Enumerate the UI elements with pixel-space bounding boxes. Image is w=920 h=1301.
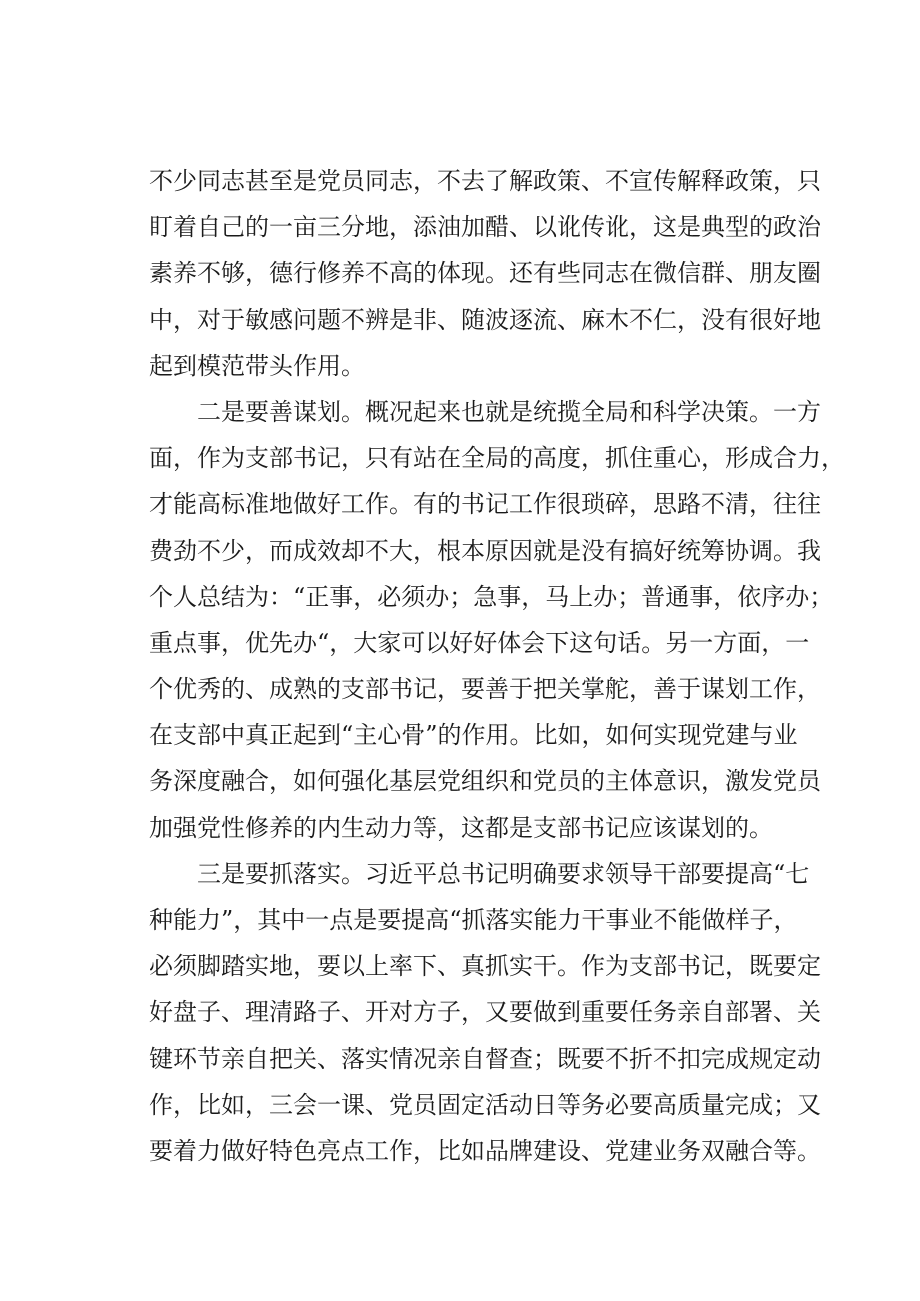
text-line: 重点事，优先办“，大家可以好好体会下这句话。另一方面，一 bbox=[149, 628, 810, 657]
paragraph-2 bbox=[149, 389, 845, 851]
text-line: 起到模范带头作用。 bbox=[149, 351, 365, 380]
text-line: 才能高标准地做好工作。有的书记工作很琐碎，思路不清，往往 bbox=[149, 490, 821, 519]
text-line: 不少同志甚至是党员同志，不去了解政策、不宣传解释政策，只 bbox=[149, 167, 821, 195]
text-line: 好盘子、理清路子、开对方子，又要做到重要任务亲自部署、关 bbox=[149, 998, 821, 1027]
text-line: 中，对于敏感问题不辨是非、随波逐流、麻木不仁，没有很好地 bbox=[149, 305, 821, 334]
paragraph-1 bbox=[149, 158, 821, 389]
text-line: 个人总结为：“正事，必须办；急事，马上办；普通事，依序办； bbox=[149, 582, 834, 611]
text-line: 必须脚踏实地，要以上率下、真抓实干。作为支部书记，既要定 bbox=[149, 952, 821, 981]
text-line: 键环节亲自把关、落实情况亲自督查；既要不折不扣完成规定动 bbox=[149, 1044, 821, 1073]
text-line: 要着力做好特色亮点工作，比如品牌建设、党建业务双融合等。 bbox=[149, 1136, 821, 1165]
paragraph-3 bbox=[149, 851, 821, 1174]
text-line: 务深度融合，如何强化基层党组织和党员的主体意识，激发党员 bbox=[149, 767, 821, 796]
text-line: 个优秀的、成熟的支部书记，要善于把关掌舵，善于谋划工作， bbox=[149, 675, 821, 704]
text-line: 加强党性修养的内生动力等，这都是支部书记应该谋划的。 bbox=[149, 813, 773, 842]
text-line: 作，比如，三会一课、党员固定活动日等务必要高质量完成；又 bbox=[149, 1090, 821, 1119]
text-line: 在支部中真正起到“主心骨”的作用。比如，如何实现党建与业 bbox=[149, 721, 798, 750]
text-line: 三是要抓落实。习近平总书记明确要求领导干部要提高“七 bbox=[197, 859, 810, 888]
text-line: 种能力”，其中一点是要提高“抓落实能力干事业不能做样子， bbox=[149, 906, 798, 934]
text-line: 面，作为支部书记，只有站在全局的高度，抓住重心，形成合力， bbox=[149, 444, 845, 473]
text-line: 费劲不少，而成效却不大，根本原因就是没有搞好统筹协调。我 bbox=[149, 536, 821, 565]
text-line: 素养不够，德行修养不高的体现。还有些同志在微信群、朋友圈 bbox=[149, 259, 821, 288]
text-line: 盯着自己的一亩三分地，添油加醋、以讹传讹，这是典型的政治 bbox=[149, 213, 821, 242]
text-line: 二是要善谋划。概况起来也就是统揽全局和科学决策。一方 bbox=[197, 397, 821, 426]
document-body bbox=[149, 158, 845, 1174]
